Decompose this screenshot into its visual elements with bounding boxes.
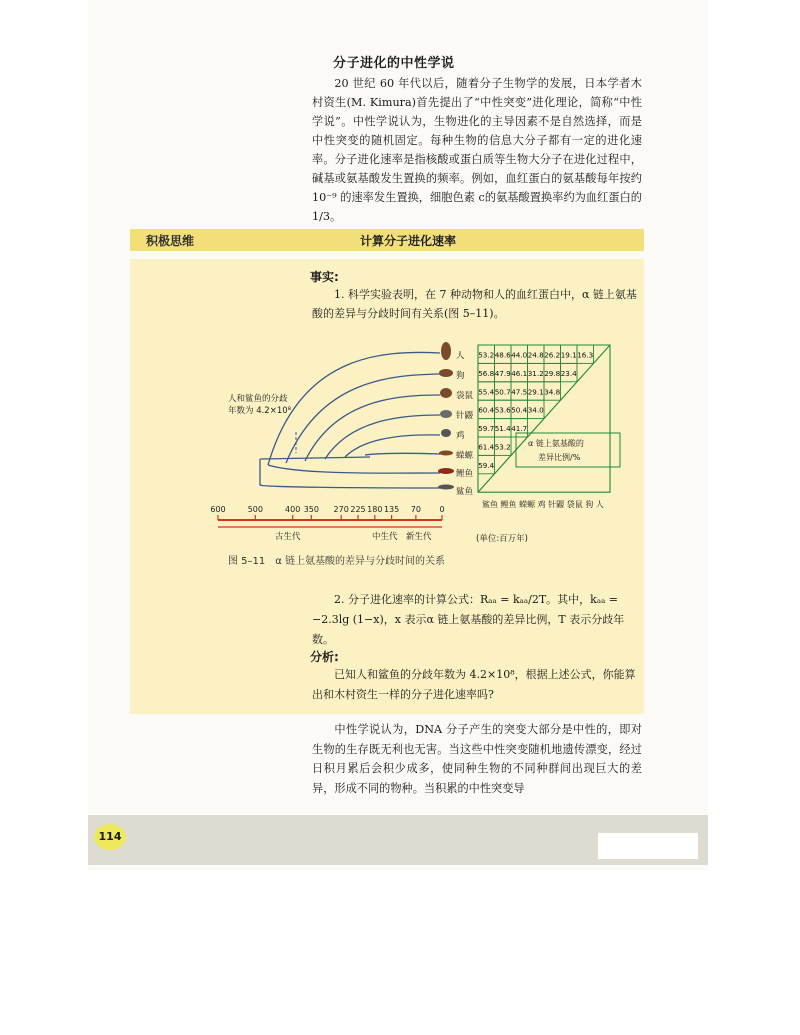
- table-value: 31.2: [527, 368, 544, 378]
- time-tick-label: 400: [285, 505, 301, 514]
- table-value: 41.7: [511, 424, 528, 434]
- analysis-heading: 分析:: [310, 650, 339, 664]
- table-value: 48.6: [494, 350, 511, 360]
- table-value: 55.4: [478, 387, 495, 397]
- table-value: 50.4: [511, 405, 528, 415]
- table-value: 50.7: [494, 387, 511, 397]
- table-value: 51.4: [494, 424, 511, 434]
- table-value: 46.1: [511, 368, 528, 378]
- page-footer: [88, 815, 708, 865]
- caption-number: 图 5–11: [228, 556, 266, 567]
- table-value: 60.4: [478, 405, 495, 415]
- era-cenozoic: 新生代: [406, 532, 432, 542]
- row-label: 鲤鱼: [456, 469, 474, 479]
- shark-icon: [438, 485, 454, 490]
- time-tick-label: 270: [333, 505, 349, 514]
- table-value: 44.0: [511, 350, 528, 360]
- time-tick-label: 350: [303, 505, 319, 514]
- row-labels: [456, 350, 474, 497]
- era-mesozoic: 中生代: [372, 532, 398, 542]
- band-title: 计算分子进化速率: [360, 234, 457, 248]
- human-icon: [441, 342, 451, 360]
- facts-heading: 事实:: [310, 270, 339, 284]
- annotation-line2: 年数为 4.2×10⁸: [228, 406, 292, 416]
- chicken-icon: [441, 429, 451, 437]
- row-label: 袋鼠: [456, 391, 474, 401]
- row-label: 人: [456, 351, 465, 361]
- time-tick-label: 70: [410, 505, 421, 514]
- table-value: 59.7: [478, 424, 495, 434]
- table-value: 29.1: [527, 387, 544, 397]
- row-label: 鸡: [456, 431, 465, 441]
- table-value: 24.8: [527, 350, 544, 360]
- dog-icon: [439, 369, 453, 377]
- salamander-icon: [439, 451, 453, 456]
- page-number: 114: [94, 824, 126, 850]
- legend-line1: α 链上氨基酸的: [528, 439, 584, 448]
- kangaroo-icon: [440, 388, 452, 398]
- row-label: 蝾螈: [456, 451, 474, 461]
- column-labels: 鲨鱼 鲤鱼 蝾螈 鸡 针鼹 袋鼠 狗 人: [482, 500, 604, 509]
- legend-line2: 差异比例/%: [538, 453, 581, 462]
- table-value: 26.2: [544, 350, 561, 360]
- table-value: 19.1: [560, 350, 577, 360]
- intro-paragraph: 20 世纪 60 年代以后，随着分子生物学的发展，日本学者木村资生(M. Kimura)首先提出了“中性突变”进化理论，简称“中性学说”。中性学说认为，生物进化的主导因素不是自然选择，而是中性突变的随机固定。每种生物的信息大分子都有一定的进化速率。分子进化速率是指核酸或蛋白质等生物大分子在进化过程中，碱基或氨基酸发生置换的频率。例如，血红蛋白的氨基酸每年按约 10⁻⁹ 的速率发生置换，细胞色素 c的氨基酸置换率约为血红蛋白的 1/3。: [312, 77, 642, 223]
- fact-2-formula: 2. 分子进化速率的计算公式：Rₐₐ = kₐₐ/2T。其中，kₐₐ = −2.3lg (1−x)，x 表示α 链上氨基酸的差异比例，T 表示分歧年数。: [312, 593, 625, 646]
- time-tick-label: 500: [247, 505, 263, 514]
- table-value: 53.6: [494, 405, 511, 415]
- bottom-paragraph: 中性学说认为，DNA 分子产生的突变大部分是中性的，即对生物的生存既无利也无害。当这些中性突变随机地遗传漂变，经过日积月累后会积少成多，使同种生物的不同种群间出现巨大的差异，形成不同的物种。当积累的中性突变导: [312, 723, 642, 795]
- footer-white-box: [598, 833, 698, 859]
- caption-text: α 链上氨基酸的差异与分歧时间的关系: [275, 556, 446, 567]
- table-value: 61.4: [478, 442, 495, 452]
- table-value: 16.3: [577, 350, 594, 360]
- time-tick-label: 180: [367, 505, 383, 514]
- time-tick-label: 600: [210, 505, 226, 514]
- section-title: 分子进化的中性学说: [333, 56, 455, 71]
- table-value: 59.4: [478, 460, 495, 470]
- figure-5-11: [210, 335, 640, 550]
- time-tick-label: 135: [383, 505, 400, 514]
- annotation-line1: 人和鲨鱼的分歧: [228, 394, 288, 404]
- table-value: 23.4: [560, 368, 577, 378]
- table-value: 53.2: [478, 350, 495, 360]
- table-value: 47.9: [494, 368, 511, 378]
- figure-caption: [228, 552, 445, 567]
- table-value: 29.8: [544, 368, 561, 378]
- echidna-icon: [440, 410, 452, 418]
- table-value: 34.0: [527, 405, 544, 415]
- animal-icons: [438, 342, 454, 490]
- phylogenetic-tree: [260, 352, 440, 488]
- difference-table: [478, 345, 610, 492]
- band-label: 积极思维: [146, 234, 195, 248]
- row-label: 针鼹: [456, 411, 474, 421]
- table-value: 47.5: [511, 387, 528, 397]
- row-label: 鲨鱼: [456, 487, 474, 497]
- fact-1: 1. 科学实验表明，在 7 种动物和人的血红蛋白中，α 链上氨基酸的差异与分歧时间有关系(图 5–11)。: [312, 288, 637, 320]
- time-tick-label: 225: [350, 505, 366, 514]
- table-value: 34.8: [544, 387, 561, 397]
- row-label: 狗: [456, 371, 465, 381]
- analysis-text: 已知人和鲨鱼的分歧年数为 4.2×10⁸，根据上述公式，你能算出和木村资生一样的分子进化速率吗?: [312, 668, 636, 701]
- table-value: 53.2: [494, 442, 511, 452]
- activity-band: [130, 229, 644, 251]
- time-unit: (单位:百万年): [476, 534, 528, 544]
- time-ticks: [210, 505, 444, 520]
- era-paleozoic: 古生代: [275, 532, 301, 542]
- carp-icon: [438, 468, 454, 474]
- time-tick-label: 0: [439, 505, 445, 514]
- table-value: 56.8: [478, 368, 495, 378]
